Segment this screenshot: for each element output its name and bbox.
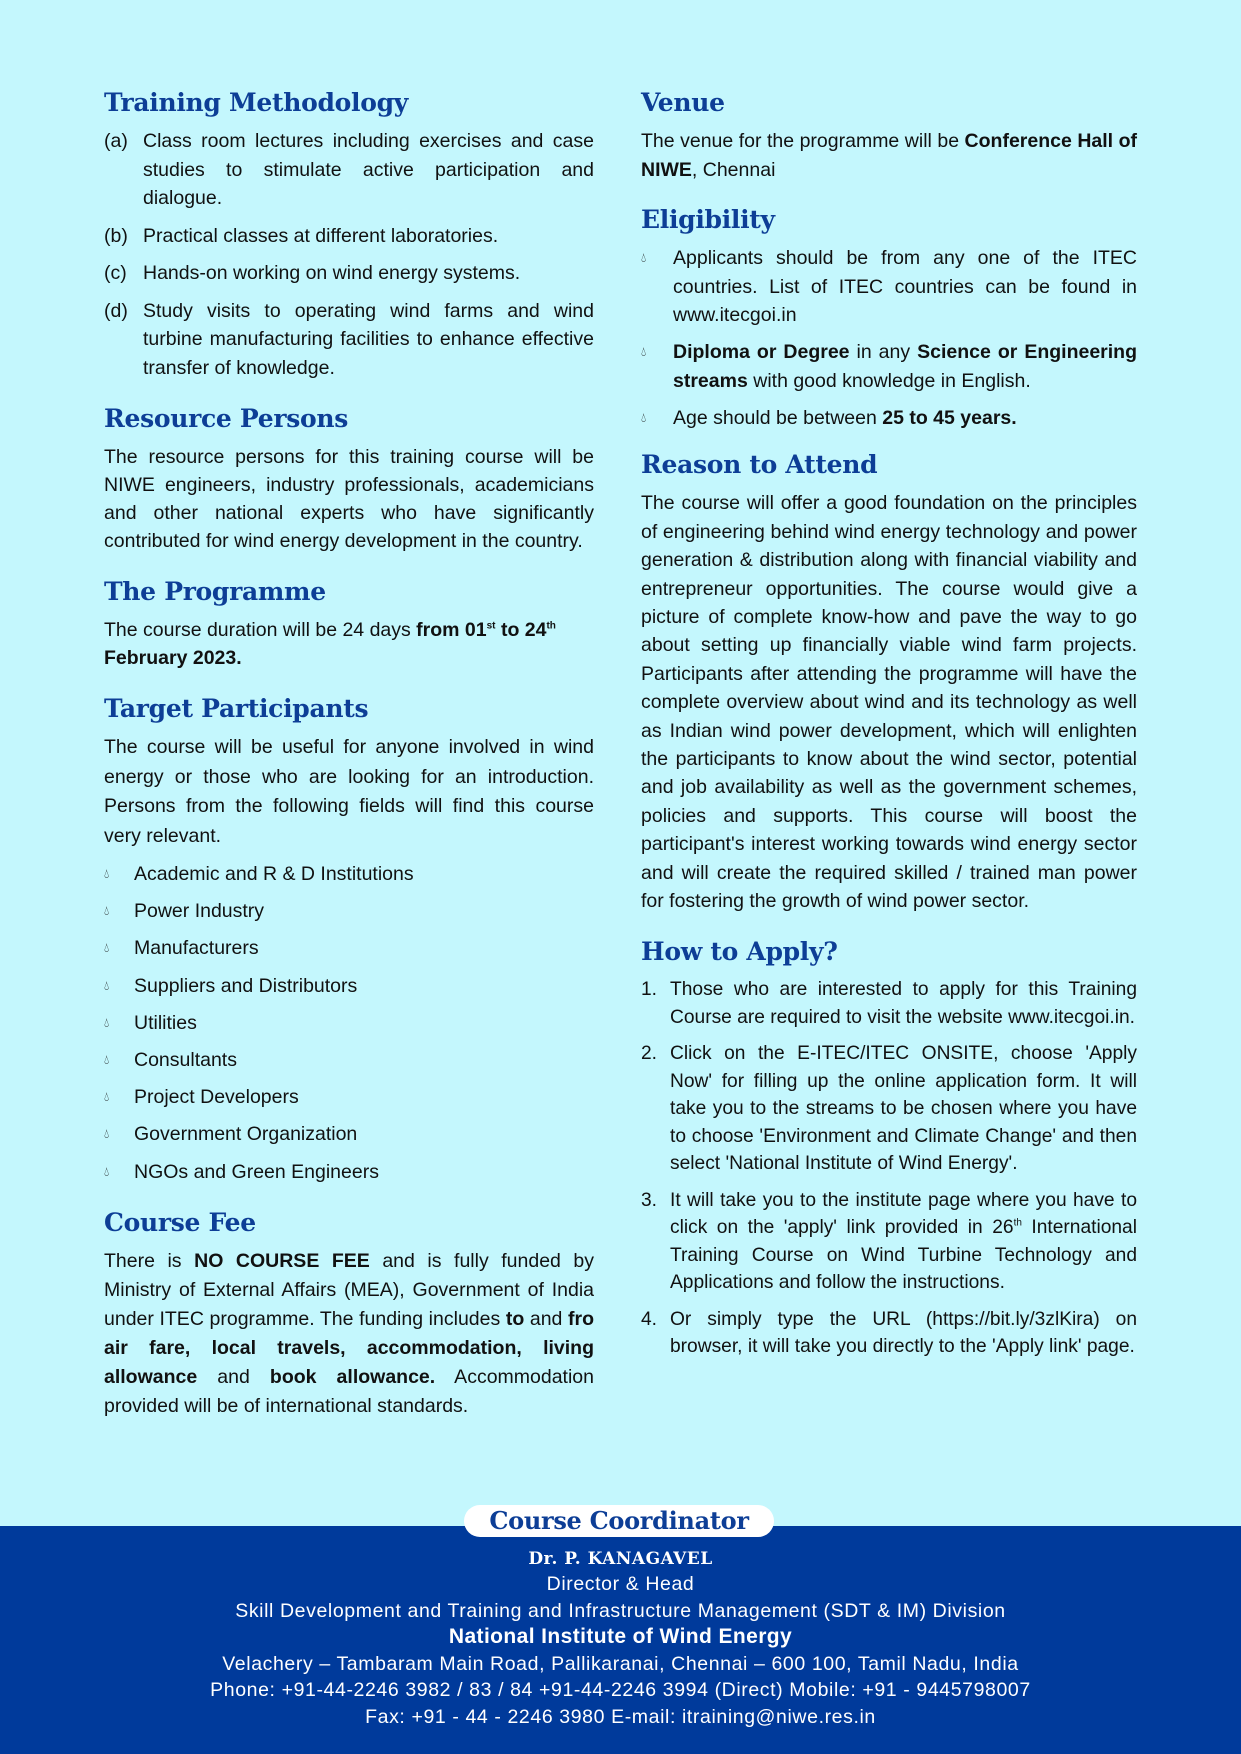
course-coordinator-badge: Course Coordinator xyxy=(464,1505,774,1537)
programme-date-end: to 24 xyxy=(495,619,547,641)
heading-eligibility: Eligibility xyxy=(641,205,775,234)
heading-training-methodology: Training Methodology xyxy=(104,88,408,117)
ordinal-suffix: st xyxy=(486,620,496,632)
programme-month: February 2023. xyxy=(104,647,242,669)
fee-highlight: book allowance. xyxy=(269,1366,436,1388)
venue-text-lead: The venue for the programme will be xyxy=(641,130,965,152)
drop-bullet-icon: 💧︎ xyxy=(104,1089,110,1105)
venue-city: , Chennai xyxy=(691,159,776,181)
list-item-text: Academic and R & D Institutions xyxy=(134,863,414,885)
list-item-text: Class room lectures including exercises and case studies to stimulate active participation and dialogue. xyxy=(143,130,594,209)
list-item-text: Government Organization xyxy=(134,1123,358,1146)
ordinal-suffix: th xyxy=(546,620,556,632)
fee-highlight: fro air fare, local travels, accommodation, living allowance xyxy=(104,1308,595,1388)
footer-contact xyxy=(0,1526,1241,1754)
section-training-methodology xyxy=(104,88,594,382)
heading-how-to-apply: How to Apply? xyxy=(641,937,838,967)
resource-persons-text: The resource persons for this training course will be NIWE engineers, industry professionals, academicians and other national experts who have significantly contributed for wind energy development in the country. xyxy=(104,446,594,552)
list-item xyxy=(104,297,594,383)
fee-text: and xyxy=(524,1308,569,1330)
step-text-part: It will take you to the institute page where you have to click on the 'apply' link provided in 26 xyxy=(670,1189,1137,1239)
list-item xyxy=(104,1046,594,1075)
heading-course-fee: Course Fee xyxy=(104,1208,256,1237)
section-resource-persons xyxy=(104,404,594,555)
list-item-text: Utilities xyxy=(134,1011,197,1034)
drop-bullet-icon: 💧︎ xyxy=(104,1051,110,1067)
list-item-text xyxy=(673,338,1137,395)
eligibility-text: in any xyxy=(849,341,918,364)
programme-date-start: from 01 xyxy=(416,619,487,641)
list-item xyxy=(104,127,594,213)
list-item xyxy=(104,972,594,1001)
drop-bullet-icon: 💧︎ xyxy=(104,977,110,993)
section-target-participants xyxy=(104,694,594,1186)
eligibility-highlight: 25 to 45 years. xyxy=(882,406,1017,429)
heading-target-participants: Target Participants xyxy=(104,694,369,723)
heading-venue: Venue xyxy=(641,88,725,117)
list-item xyxy=(641,1306,1137,1361)
heading-resource-persons: Resource Persons xyxy=(104,404,349,433)
list-item xyxy=(641,976,1137,1031)
left-column xyxy=(104,88,594,1443)
step-text: Those who are interested to apply for this Training Course are required to visit the website www.itecgoi.in. xyxy=(670,979,1137,1028)
fee-highlight: to xyxy=(505,1308,525,1330)
step-number: 1. xyxy=(641,979,658,1001)
contact-phone: Phone: +91-44-2246 3982 / 83 / 84 +91-44-2246 3994 (Direct) Mobile: +91 - 9445798007 xyxy=(210,1679,1031,1701)
coordinator-division: Skill Development and Training and Infrastructure Management (SDT & IM) Division xyxy=(235,1599,1006,1622)
drop-bullet-icon: 💧︎ xyxy=(104,1014,110,1030)
institute-name: National Institute of Wind Energy xyxy=(448,1625,793,1648)
eligibility-text: with good knowledge in English. xyxy=(747,369,1031,392)
list-marker: (d) xyxy=(104,299,128,322)
section-eligibility xyxy=(641,205,1137,432)
apply-steps-list xyxy=(641,976,1137,1361)
section-venue xyxy=(641,88,1137,185)
heading-reason-to-attend: Reason to Attend xyxy=(641,450,878,480)
list-item xyxy=(104,1083,594,1112)
coordinator-role: Director & Head xyxy=(546,1573,695,1595)
step-text-part: International Training Course on Wind Turbine Technology and Applications and follow the instructions. xyxy=(670,1217,1137,1294)
step-text xyxy=(670,1187,1137,1297)
list-item xyxy=(641,404,1137,433)
list-item xyxy=(104,1009,594,1038)
list-item-text: Suppliers and Distributors xyxy=(134,974,358,997)
list-item-text: Practical classes at different laboratories. xyxy=(143,224,499,247)
drop-bullet-icon: 💧︎ xyxy=(104,940,110,956)
list-marker: (c) xyxy=(104,262,127,284)
step-number: 2. xyxy=(641,1043,658,1065)
step-number: 4. xyxy=(641,1308,658,1330)
list-item-text xyxy=(673,404,1137,433)
list-item xyxy=(104,1120,594,1149)
list-item xyxy=(104,1158,594,1187)
list-item xyxy=(641,1187,1137,1297)
participants-list xyxy=(104,860,594,1186)
list-item xyxy=(641,244,1137,330)
list-item xyxy=(104,860,594,889)
venue-name: Conference Hall of NIWE xyxy=(641,130,1137,181)
list-item-text: Power Industry xyxy=(134,900,265,923)
list-item-text: Manufacturers xyxy=(134,937,259,960)
list-item xyxy=(641,338,1137,395)
venue-text xyxy=(641,127,1137,185)
step-text: Or simply type the URL (https://bit.ly/3zlKira) on browser, it will take you directly to the 'Apply link' page. xyxy=(670,1308,1137,1358)
list-item-text: Study visits to operating wind farms and wind turbine manufacturing facilities to enhance effective transfer of knowledge. xyxy=(143,299,594,379)
methodology-list xyxy=(104,127,594,382)
ordinal-suffix: th xyxy=(1013,1218,1022,1230)
drop-bullet-icon: 💧︎ xyxy=(104,1126,110,1142)
eligibility-highlight: Diploma or Degree xyxy=(673,341,850,364)
reason-to-attend-text: The course will offer a good foundation on the principles of engineering behind wind energy technology and power generation & distribution along with financial viability and entrepreneur opportunities. The course would give a picture of complete know-how and pave the way to go about setting up financially viable wind farm projects. Participants after attending the programme will have the complete overview about wind and its technology as well as Indian wind power development, which will enlighten the participants to know about the wind sector, potential and job availability as well as the government schemes, policies and supports. This course will boost the participant's interest working towards wind energy sector and will create the required skilled / trained man power for fostering the growth of wind power sector. xyxy=(641,492,1137,913)
eligibility-list xyxy=(641,244,1137,432)
list-marker: (b) xyxy=(104,224,128,247)
list-item-text: Applicants should be from any one of the ITEC countries. List of ITEC countries can be found in www.itecgoi.in xyxy=(673,247,1137,326)
section-reason-to-attend xyxy=(641,450,1137,915)
fee-text: and is fully funded by Ministry of External Affairs (MEA), Government of India under ITEC programme. The funding includes xyxy=(104,1250,595,1330)
course-fee-text xyxy=(104,1247,594,1421)
right-column xyxy=(641,88,1137,1383)
eligibility-text: Age should be between xyxy=(673,406,883,429)
list-item-text: Project Developers xyxy=(134,1086,299,1109)
drop-bullet-icon: 💧︎ xyxy=(104,903,110,919)
section-how-to-apply xyxy=(641,937,1137,1361)
step-number: 3. xyxy=(641,1189,658,1211)
institute-address: Velachery – Tambaram Main Road, Pallikaranai, Chennai – 600 100, Tamil Nadu, India xyxy=(222,1652,1019,1675)
list-marker: (a) xyxy=(104,130,128,152)
list-item xyxy=(104,222,594,251)
eligibility-highlight: Science or Engineering streams xyxy=(673,341,1137,392)
fee-text: There is xyxy=(104,1250,195,1272)
target-participants-text: The course will be useful for anyone involved in wind energy or those who are looking for an introduction. Persons from the following fields will find this course very relevant. xyxy=(104,736,594,847)
list-item xyxy=(104,259,594,288)
drop-bullet-icon: 💧︎ xyxy=(104,1163,110,1179)
fee-text: Accommodation provided will be of international standards. xyxy=(104,1366,594,1417)
list-item xyxy=(104,897,594,926)
drop-bullet-icon: 💧︎ xyxy=(641,250,647,265)
fee-text: and xyxy=(197,1366,270,1388)
section-course-fee xyxy=(104,1208,594,1421)
drop-bullet-icon: 💧︎ xyxy=(104,866,110,881)
list-item-text: Hands-on working on wind energy systems. xyxy=(143,262,521,284)
programme-text xyxy=(104,616,594,672)
list-item-text: NGOs and Green Engineers xyxy=(134,1160,379,1183)
list-item xyxy=(641,1040,1137,1178)
section-the-programme xyxy=(104,577,594,672)
drop-bullet-icon: 💧︎ xyxy=(641,409,647,425)
heading-the-programme: The Programme xyxy=(104,577,326,606)
fee-highlight: NO COURSE FEE xyxy=(194,1250,370,1272)
step-text: Click on the E-ITEC/ITEC ONSITE, choose 'Apply Now' for filling up the online application form. It will take you to the streams to be chosen where you have to choose 'Environment and Climate Change' and then select 'National Institute of Wind Energy'. xyxy=(670,1043,1137,1175)
list-item xyxy=(104,934,594,963)
list-item-text: Consultants xyxy=(134,1048,237,1071)
contact-fax-email: Fax: +91 - 44 - 2246 3980 E-mail: itraining@niwe.res.in xyxy=(365,1705,876,1728)
drop-bullet-icon: 💧︎ xyxy=(641,344,647,360)
programme-text-lead: The course duration will be 24 days xyxy=(104,619,417,641)
coordinator-name: Dr. P. KANAGAVEL xyxy=(528,1549,713,1569)
